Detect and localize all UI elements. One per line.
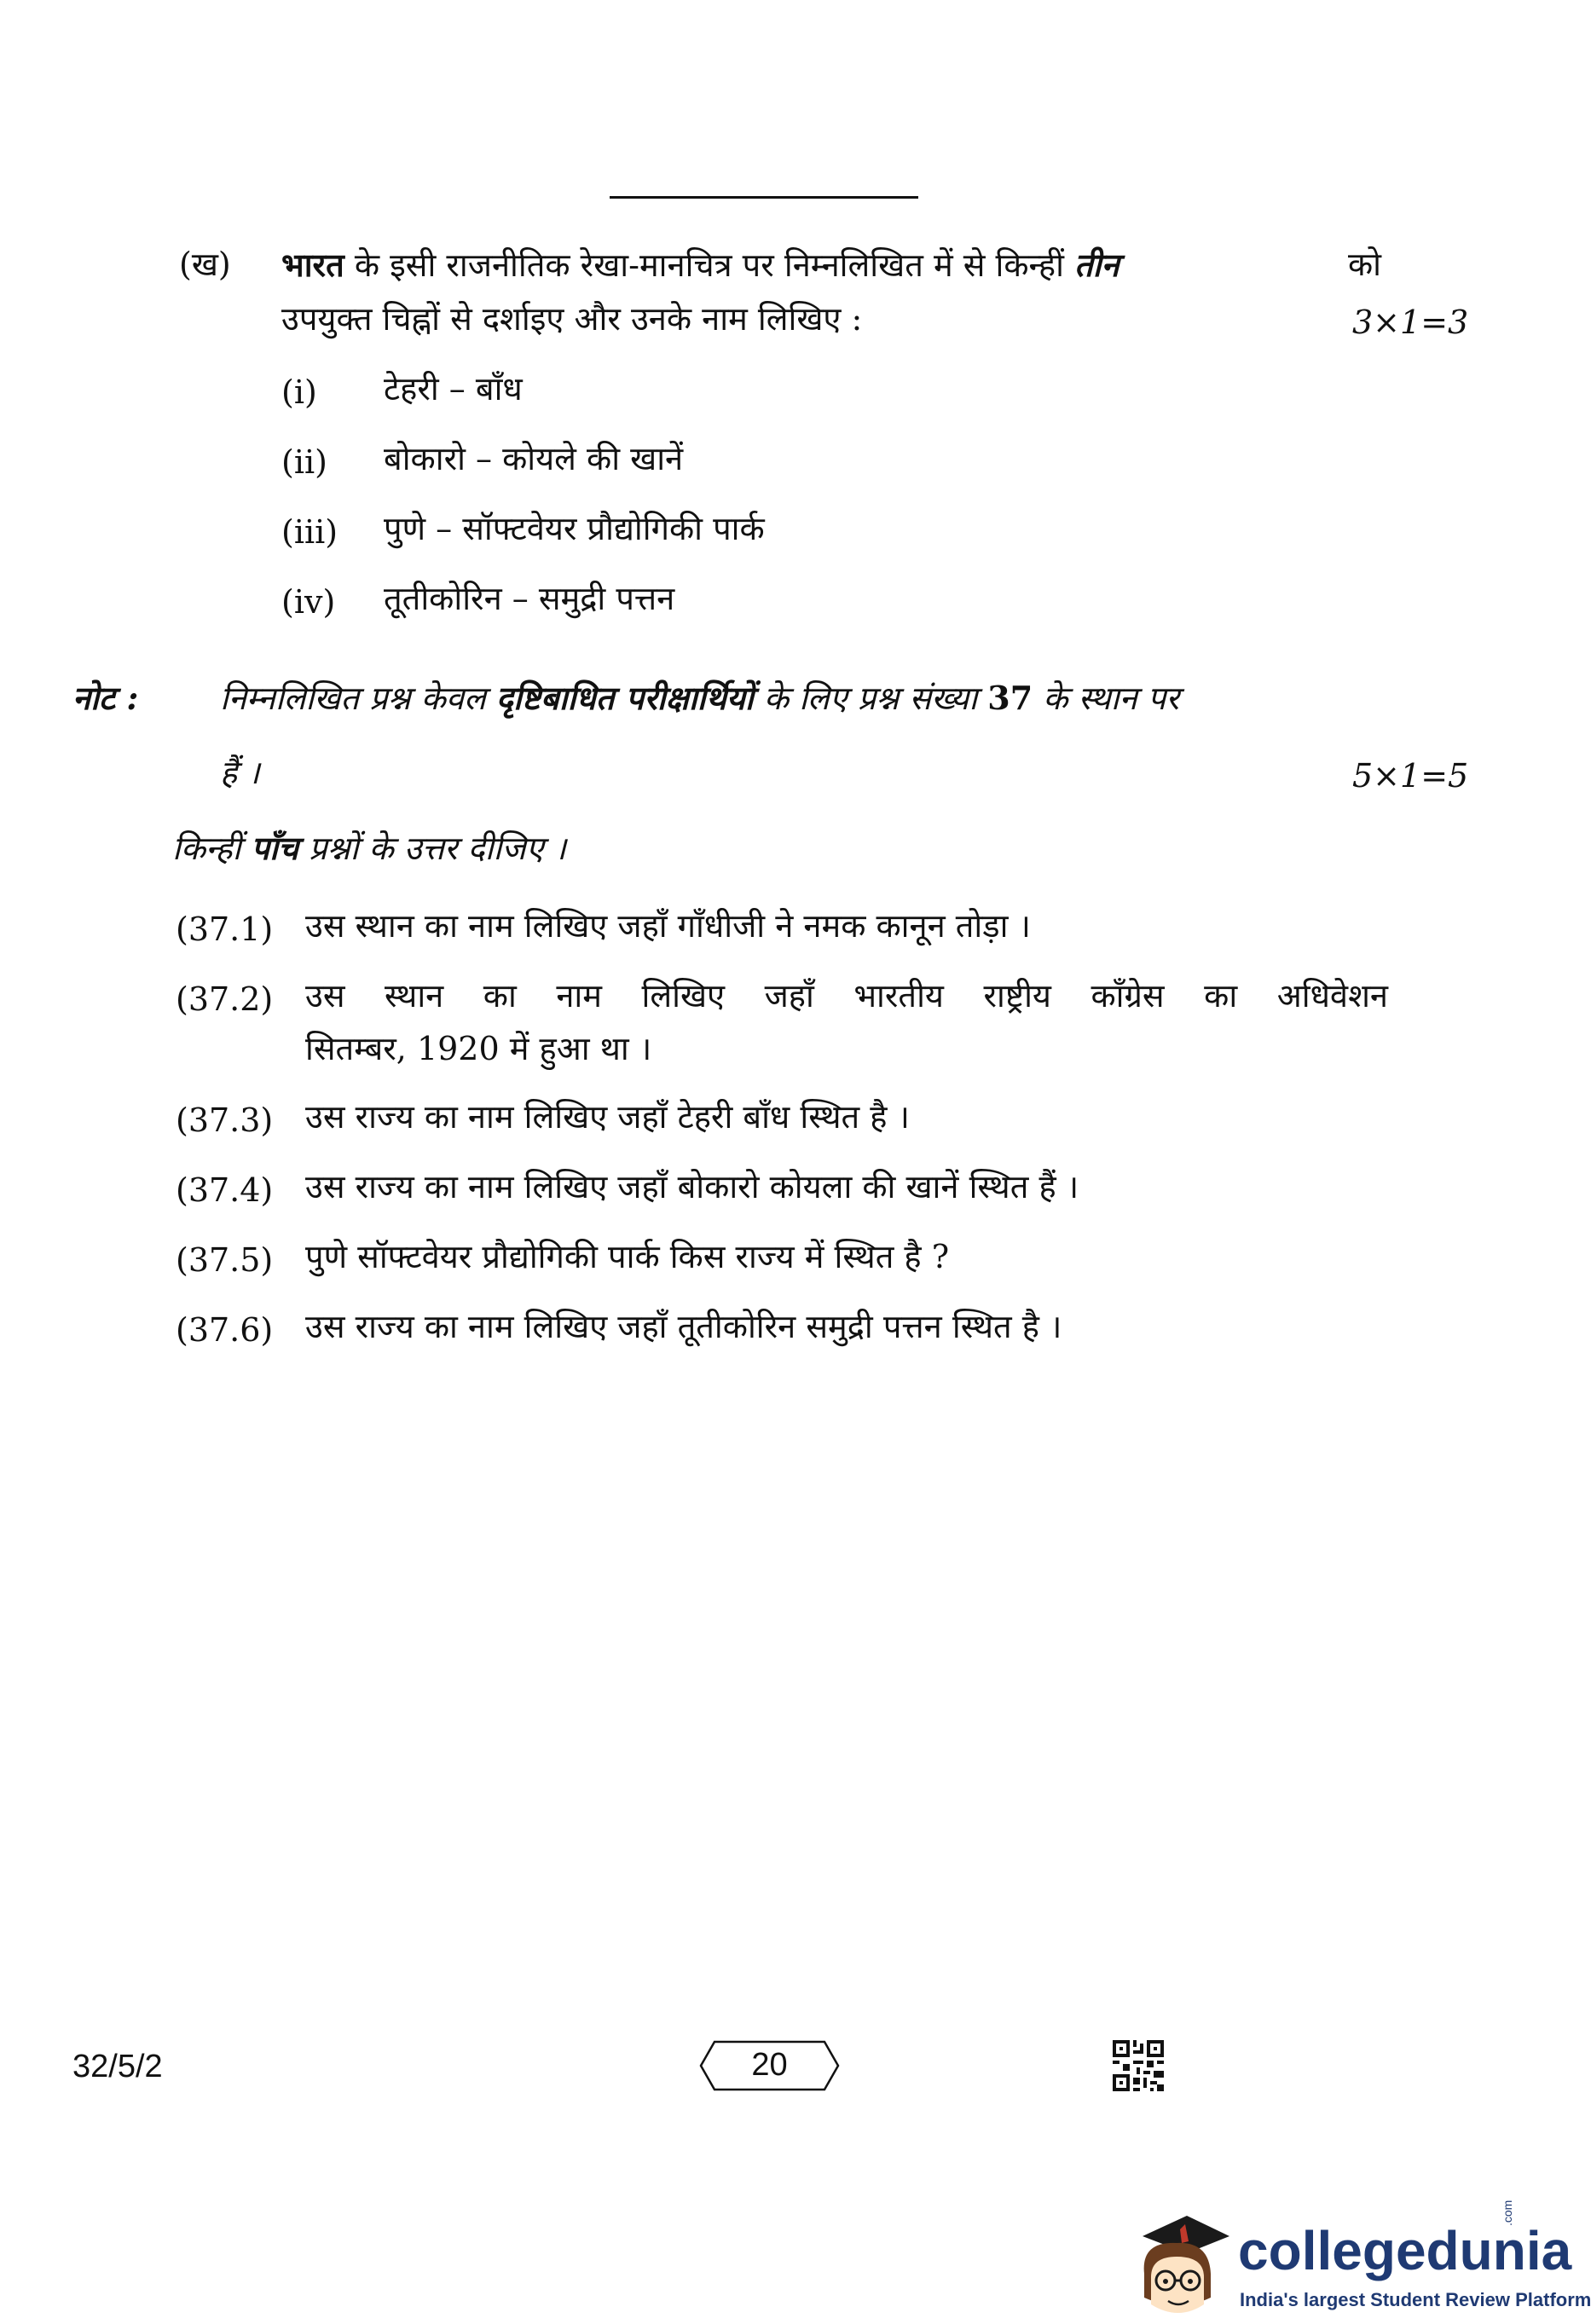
brand-domain: .com	[1501, 2200, 1514, 2226]
question-line-2: उपयुक्त चिह्नों से दर्शाइए और उनके नाम लिखिए :	[281, 300, 863, 338]
note-bold-text: दृष्टिबाधित परीक्षार्थियों	[495, 679, 754, 717]
list-item-num: (iii)	[281, 513, 338, 551]
list-item-text: पुणे – सॉफ्टवेयर प्रौद्योगिकी पार्क	[384, 510, 765, 547]
brand-tagline: India's largest Student Review Platform	[1240, 2289, 1591, 2310]
top-rule	[610, 196, 918, 199]
mascot-icon	[1125, 2204, 1236, 2324]
subquestion-number: (37.1)	[176, 911, 274, 948]
note-instruction	[172, 829, 566, 869]
subquestion-text: उस स्थान का नाम लिखिए जहाँ भारतीय राष्ट्रीय काँग्रेस का अधिवेशन	[305, 977, 1388, 1015]
subquestion-number: (37.3)	[176, 1101, 274, 1139]
list-item-num: (iv)	[281, 583, 336, 621]
question-bold-word: भारत	[281, 246, 344, 284]
instruction-bold: पाँच	[251, 829, 299, 867]
subquestion-number: (37.4)	[176, 1171, 274, 1209]
page-number-badge	[699, 2040, 840, 2091]
note-label: नोट :	[72, 679, 139, 717]
subquestion-number: (37.5)	[176, 1241, 274, 1279]
note-question-number: 37	[987, 679, 1033, 717]
subquestion-text: उस राज्य का नाम लिखिए जहाँ तूतीकोरिन समुद्री पत्तन स्थित है ।	[305, 1308, 1062, 1345]
subquestion-text: पुणे सॉफ्टवेयर प्रौद्योगिकी पार्क किस राज्य में स्थित है ?	[305, 1238, 950, 1275]
note-text-b: के लिए प्रश्न संख्या	[753, 679, 988, 717]
note-line-2: हैं ।	[220, 754, 260, 791]
subquestion-number: (37.2)	[176, 980, 274, 1018]
note-marks: 5×1=5	[1352, 757, 1469, 795]
collegedunia-logo[interactable]	[1125, 2200, 1591, 2324]
question-line-1	[281, 246, 1381, 286]
instruction-text-b: प्रश्नों के उत्तर दीजिए ।	[298, 830, 567, 867]
instruction-text-a: किन्हीं	[172, 830, 252, 867]
list-item-text: तूतीकोरिन – समुद्री पत्तन	[384, 580, 675, 617]
list-item-text: बोकारो – कोयले की खानें	[384, 440, 684, 477]
brand-name: collegedunia	[1238, 2220, 1572, 2281]
note-line-1	[220, 679, 1381, 719]
list-item-text: टेहरी – बाँध	[384, 370, 523, 408]
subquestion-text: उस राज्य का नाम लिखिए जहाँ बोकारो कोयला की खानें स्थित हैं ।	[305, 1168, 1079, 1205]
list-item-num: (i)	[281, 373, 317, 411]
note-text-a: निम्नलिखित प्रश्न केवल	[220, 679, 496, 717]
question-label: (ख)	[179, 246, 231, 283]
subquestion-number: (37.6)	[176, 1311, 274, 1349]
question-italic-word: तीन	[1074, 246, 1119, 284]
subquestion-text-cont: सितम्बर, 1920 में हुआ था ।	[305, 1030, 652, 1067]
question-line-1-text: के इसी राजनीतिक रेखा-मानचित्र पर निम्नलिखित में से किन्हीं	[344, 246, 1075, 284]
note-text-c: के स्थान पर	[1033, 679, 1179, 717]
paper-code: 32/5/2	[72, 2049, 163, 2084]
subquestion-text: उस राज्य का नाम लिखिए जहाँ टेहरी बाँध स्थित है ।	[305, 1098, 910, 1136]
qr-code-icon	[1113, 2040, 1164, 2091]
question-marks: 3×1=3	[1352, 304, 1469, 341]
list-item-num: (ii)	[281, 443, 327, 481]
subquestion-text: उस स्थान का नाम लिखिए जहाँ गाँधीजी ने नमक कानून तोड़ा ।	[305, 907, 1031, 945]
page-number: 20	[751, 2047, 788, 2083]
question-line-1-end: को	[1347, 246, 1381, 283]
